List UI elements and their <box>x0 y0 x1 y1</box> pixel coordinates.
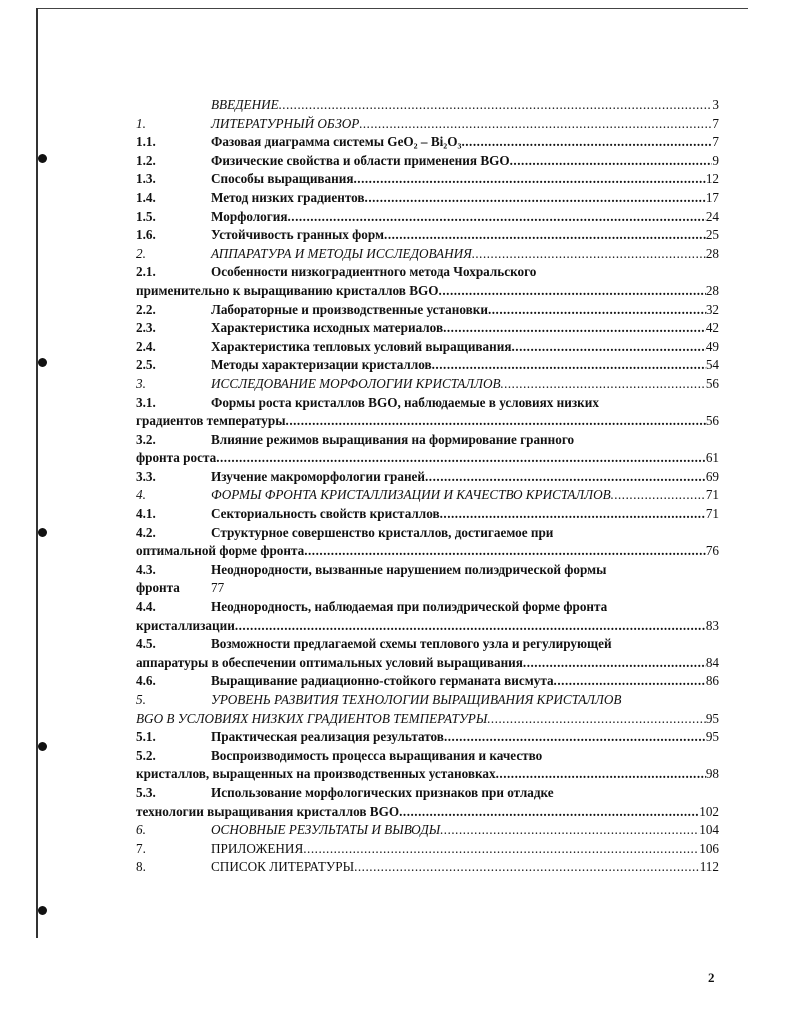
toc-entry-page: 106 <box>699 840 719 856</box>
toc-entry-number: 3.3. <box>136 468 156 484</box>
toc-entry-page: 12 <box>705 171 719 187</box>
toc-entry-title-continued: фронта роста <box>136 450 217 466</box>
toc-entry-number: 1.4. <box>136 189 156 205</box>
toc-entry-page: 9 <box>712 152 719 168</box>
toc-entry[interactable] <box>136 486 719 505</box>
toc-entry-page: 25 <box>705 227 719 243</box>
toc-entry-number: 8. <box>136 859 146 875</box>
toc-entry-number: 3. <box>136 375 146 391</box>
toc-entry-page: 56 <box>705 413 719 429</box>
toc-entry-page: 83 <box>705 617 719 633</box>
toc-entry-number: 4.6. <box>136 673 156 689</box>
toc-entry-continuation[interactable] <box>136 542 719 561</box>
leader-dots <box>216 449 706 468</box>
toc-entry-number: 6. <box>136 822 146 838</box>
toc-entry[interactable] <box>136 747 719 766</box>
toc-entry-number: 4.4. <box>136 599 156 615</box>
toc-entry-number: 3.1. <box>136 394 156 410</box>
toc-entry-page: 3 <box>712 97 719 112</box>
toc-entry-title: Физические свойства и области применения BGO <box>211 152 510 168</box>
scan-border-top <box>36 8 748 9</box>
toc-entry-page: 84 <box>705 654 719 670</box>
toc-entry-page: 54 <box>705 357 719 373</box>
toc-entry-number: 5.1. <box>136 729 156 745</box>
toc-entry-page: 28 <box>705 282 719 298</box>
toc-entry-title: Формы роста кристаллов BGO, наблюдаемые в условиях низких <box>211 394 599 410</box>
toc-entry-number: 1.6. <box>136 227 156 243</box>
toc-entry-page: 95 <box>705 729 719 745</box>
toc-entry-page: 17 <box>705 189 719 205</box>
leader-dots <box>611 486 706 505</box>
toc-entry[interactable] <box>136 672 719 691</box>
toc-entry[interactable] <box>136 821 719 840</box>
toc-entry-page: 104 <box>699 822 719 838</box>
punch-hole <box>38 358 47 367</box>
leader-dots <box>511 338 705 357</box>
toc-entry-page: 95 <box>705 710 719 726</box>
toc-entry-title-continued: кристаллизации <box>136 617 235 633</box>
leader-dots <box>354 858 700 877</box>
toc-entry[interactable] <box>136 338 719 357</box>
toc-entry-title: Способы выращивания <box>211 171 354 187</box>
toc-entry-number: 2.1. <box>136 264 156 280</box>
scan-border-left <box>36 8 38 938</box>
toc-entry-continuation[interactable] <box>136 617 719 636</box>
toc-entry-number: 7. <box>136 840 146 856</box>
toc-entry-title: Лабораторные и производственные установки <box>211 301 488 317</box>
toc-entry-title: ПРИЛОЖЕНИЯ <box>211 840 304 856</box>
toc-entry-title: Морфология <box>211 208 288 224</box>
leader-dots <box>399 803 699 822</box>
leader-dots <box>440 821 699 840</box>
leader-dots <box>554 672 706 691</box>
leader-dots <box>304 542 706 561</box>
toc-entry-number: 4.1. <box>136 506 156 522</box>
leader-dots <box>425 468 706 487</box>
toc-entry-title-continued: оптимальной форме фронта <box>136 543 305 559</box>
toc-entry-number: 1. <box>136 115 146 131</box>
toc-entry[interactable] <box>136 505 719 524</box>
toc-entry[interactable] <box>136 226 719 245</box>
leader-dots <box>439 282 706 301</box>
toc-entry-title: УРОВЕНЬ РАЗВИТИЯ ТЕХНОЛОГИИ ВЫРАЩИВАНИЯ КРИСТАЛЛОВ <box>211 692 622 707</box>
toc-entry-title: АППАРАТУРА И МЕТОДЫ ИССЛЕДОВАНИЯ <box>211 245 472 261</box>
toc-entry-page: 76 <box>705 543 719 559</box>
toc-entry-continuation[interactable] <box>136 579 719 598</box>
toc-entry-page: 98 <box>705 766 719 782</box>
toc-entry-number: 5.2. <box>136 747 156 763</box>
toc-entry[interactable] <box>136 784 719 803</box>
toc-entry[interactable] <box>136 858 719 877</box>
toc-entry-number: 1.1. <box>136 134 156 150</box>
toc-entry-title: Неоднородность, наблюдаемая при полиэдрической форме фронта <box>211 599 608 615</box>
toc-entry[interactable] <box>136 189 719 208</box>
leader-dots <box>287 208 705 227</box>
toc-entry-page: 71 <box>705 487 719 503</box>
leader-dots <box>303 840 699 859</box>
toc-entry-number: 1.5. <box>136 208 156 224</box>
leader-dots <box>501 375 706 394</box>
leader-dots <box>461 133 712 152</box>
toc-entry[interactable] <box>136 468 719 487</box>
toc-entry-title: СПИСОК ЛИТЕРАТУРЫ <box>211 859 355 875</box>
leader-dots <box>279 96 713 115</box>
toc-entry[interactable] <box>136 691 719 710</box>
toc-entry-title-continued: применительно к выращиванию кристаллов BGO <box>136 282 439 298</box>
toc-entry-number: 2.3. <box>136 320 156 336</box>
leader-dots <box>359 115 712 134</box>
toc-entry[interactable] <box>136 208 719 227</box>
toc-entry-title-continued: аппаратуры в обеспечении оптимальных условий выращивания <box>136 654 523 670</box>
leader-dots <box>384 226 706 245</box>
leader-dots <box>510 152 713 171</box>
leader-dots <box>365 189 706 208</box>
table-of-contents <box>136 96 719 877</box>
leader-dots <box>432 356 706 375</box>
page-number: 2 <box>708 970 715 985</box>
toc-entry[interactable] <box>136 96 719 115</box>
toc-entry-title: Использование морфологических признаков при отладке <box>211 784 554 800</box>
toc-entry-number: 2.4. <box>136 338 156 354</box>
toc-entry-title: Методы характеризации кристаллов <box>211 357 432 373</box>
leader-dots <box>487 710 705 729</box>
leader-dots <box>235 617 706 636</box>
toc-entry-title: ВВЕДЕНИЕ <box>211 97 279 112</box>
toc-entry-title: ЛИТЕРАТУРНЫЙ ОБЗОР <box>211 115 360 131</box>
toc-entry[interactable] <box>136 728 719 747</box>
toc-entry-title: Характеристика тепловых условий выращивания <box>211 338 512 354</box>
toc-entry-number: 2.2. <box>136 301 156 317</box>
leader-dots <box>444 728 706 747</box>
punch-hole <box>38 154 47 163</box>
toc-entry[interactable] <box>136 840 719 859</box>
toc-entry[interactable] <box>136 598 719 617</box>
toc-entry-continuation[interactable] <box>136 710 719 729</box>
toc-entry-page: 49 <box>705 338 719 354</box>
toc-entry[interactable] <box>136 170 719 189</box>
leader-dots <box>286 412 706 431</box>
toc-entry[interactable] <box>136 375 719 394</box>
toc-entry-number: 1.3. <box>136 171 156 187</box>
toc-entry-page: 28 <box>705 245 719 261</box>
leader-dots <box>496 765 706 784</box>
toc-entry-page: 102 <box>699 803 719 819</box>
toc-entry-page: 61 <box>705 450 719 466</box>
toc-entry[interactable] <box>136 301 719 320</box>
toc-entry-title: Устойчивость гранных форм <box>211 227 385 243</box>
toc-entry-title: Практическая реализация результатов <box>211 729 444 745</box>
toc-entry-title: ИССЛЕДОВАНИЕ МОРФОЛОГИИ КРИСТАЛЛОВ <box>211 375 501 391</box>
toc-entry-number: 4.5. <box>136 636 156 652</box>
toc-entry-page: 56 <box>705 375 719 391</box>
toc-entry-title-continued: кристаллов, выращенных на производственных установках <box>136 766 496 782</box>
toc-entry-title: Выращивание радиационно-стойкого германата висмута <box>211 673 554 689</box>
toc-entry-title: Неоднородности, вызванные нарушением полиэдрической формы <box>211 561 607 577</box>
toc-entry[interactable] <box>136 319 719 338</box>
toc-entry-title: Фазовая диаграмма системы GeO₂ – Bi₂O₃ <box>211 134 462 150</box>
punch-hole <box>38 906 47 915</box>
toc-entry[interactable] <box>136 561 719 580</box>
toc-entry-page: 42 <box>705 320 719 336</box>
toc-entry[interactable] <box>136 133 719 152</box>
toc-entry[interactable] <box>136 245 719 264</box>
leader-dots <box>488 301 706 320</box>
leader-dots <box>353 170 705 189</box>
toc-entry-number: 3.2. <box>136 431 156 447</box>
toc-entry[interactable] <box>136 263 719 282</box>
toc-entry-number: 5. <box>136 692 146 707</box>
toc-entry-title: Воспроизводимость процесса выращивания и качество <box>211 747 543 763</box>
toc-entry-page: 69 <box>705 468 719 484</box>
toc-entry-page: 112 <box>699 859 719 875</box>
toc-entry-number: 5.3. <box>136 784 156 800</box>
leader-dots <box>472 245 706 264</box>
toc-entry-title: ФОРМЫ ФРОНТА КРИСТАЛЛИЗАЦИИ И КАЧЕСТВО КРИСТАЛЛОВ <box>211 487 611 503</box>
leader-dots <box>523 654 706 673</box>
toc-entry[interactable] <box>136 635 719 654</box>
toc-entry[interactable] <box>136 524 719 543</box>
toc-entry-page: 71 <box>705 506 719 522</box>
toc-entry-title: Характеристика исходных материалов <box>211 320 444 336</box>
punch-hole <box>38 528 47 537</box>
toc-entry-title: Метод низких градиентов <box>211 189 365 205</box>
toc-entry-continuation[interactable] <box>136 654 719 673</box>
toc-entry-title: Изучение макроморфологии граней <box>211 468 425 484</box>
toc-entry-title: ОСНОВНЫЕ РЕЗУЛЬТАТЫ И ВЫВОДЫ <box>211 822 441 838</box>
punch-hole <box>38 742 47 751</box>
toc-entry-title: Влияние режимов выращивания на формирование гранного <box>211 431 575 447</box>
toc-entry-continuation[interactable] <box>136 803 719 822</box>
toc-entry-continuation[interactable] <box>136 765 719 784</box>
toc-entry-title: Особенности низкоградиентного метода Чохральского <box>211 264 537 280</box>
toc-entry[interactable] <box>136 115 719 134</box>
toc-entry-title: Структурное совершенство кристаллов, достигаемое при <box>211 524 554 540</box>
toc-entry-page: 86 <box>705 673 719 689</box>
toc-entry-continuation[interactable] <box>136 449 719 468</box>
toc-entry-title-continued: фронта <box>136 580 180 596</box>
toc-entry-number: 4. <box>136 487 146 503</box>
toc-entry-number: 1.2. <box>136 152 156 168</box>
toc-entry-page: 7 <box>712 134 719 150</box>
toc-entry-number: 2.5. <box>136 357 156 373</box>
toc-entry[interactable] <box>136 431 719 450</box>
toc-entry-number: 2. <box>136 245 146 261</box>
leader-dots <box>443 319 706 338</box>
toc-entry[interactable] <box>136 356 719 375</box>
toc-entry[interactable] <box>136 152 719 171</box>
toc-entry-title: Секториальность свойств кристаллов <box>211 506 440 522</box>
leader-dots <box>440 505 706 524</box>
toc-entry-page: 77 <box>211 580 225 596</box>
toc-entry-page: 32 <box>705 301 719 317</box>
toc-entry-title-continued: BGO В УСЛОВИЯХ НИЗКИХ ГРАДИЕНТОВ ТЕМПЕРАТУРЫ <box>136 710 488 726</box>
toc-entry-title: Возможности предлагаемой схемы теплового узла и регулирующей <box>211 636 612 652</box>
toc-entry-title-continued: градиентов температуры <box>136 413 286 429</box>
toc-entry-title-continued: технологии выращивания кристаллов BGO <box>136 803 400 819</box>
toc-entry-continuation[interactable] <box>136 282 719 301</box>
toc-entry-page: 24 <box>705 208 719 224</box>
toc-entry[interactable] <box>136 394 719 413</box>
toc-entry-number: 4.3. <box>136 561 156 577</box>
toc-entry-number: 4.2. <box>136 524 156 540</box>
toc-entry-page: 7 <box>712 115 719 131</box>
toc-entry-continuation[interactable] <box>136 412 719 431</box>
